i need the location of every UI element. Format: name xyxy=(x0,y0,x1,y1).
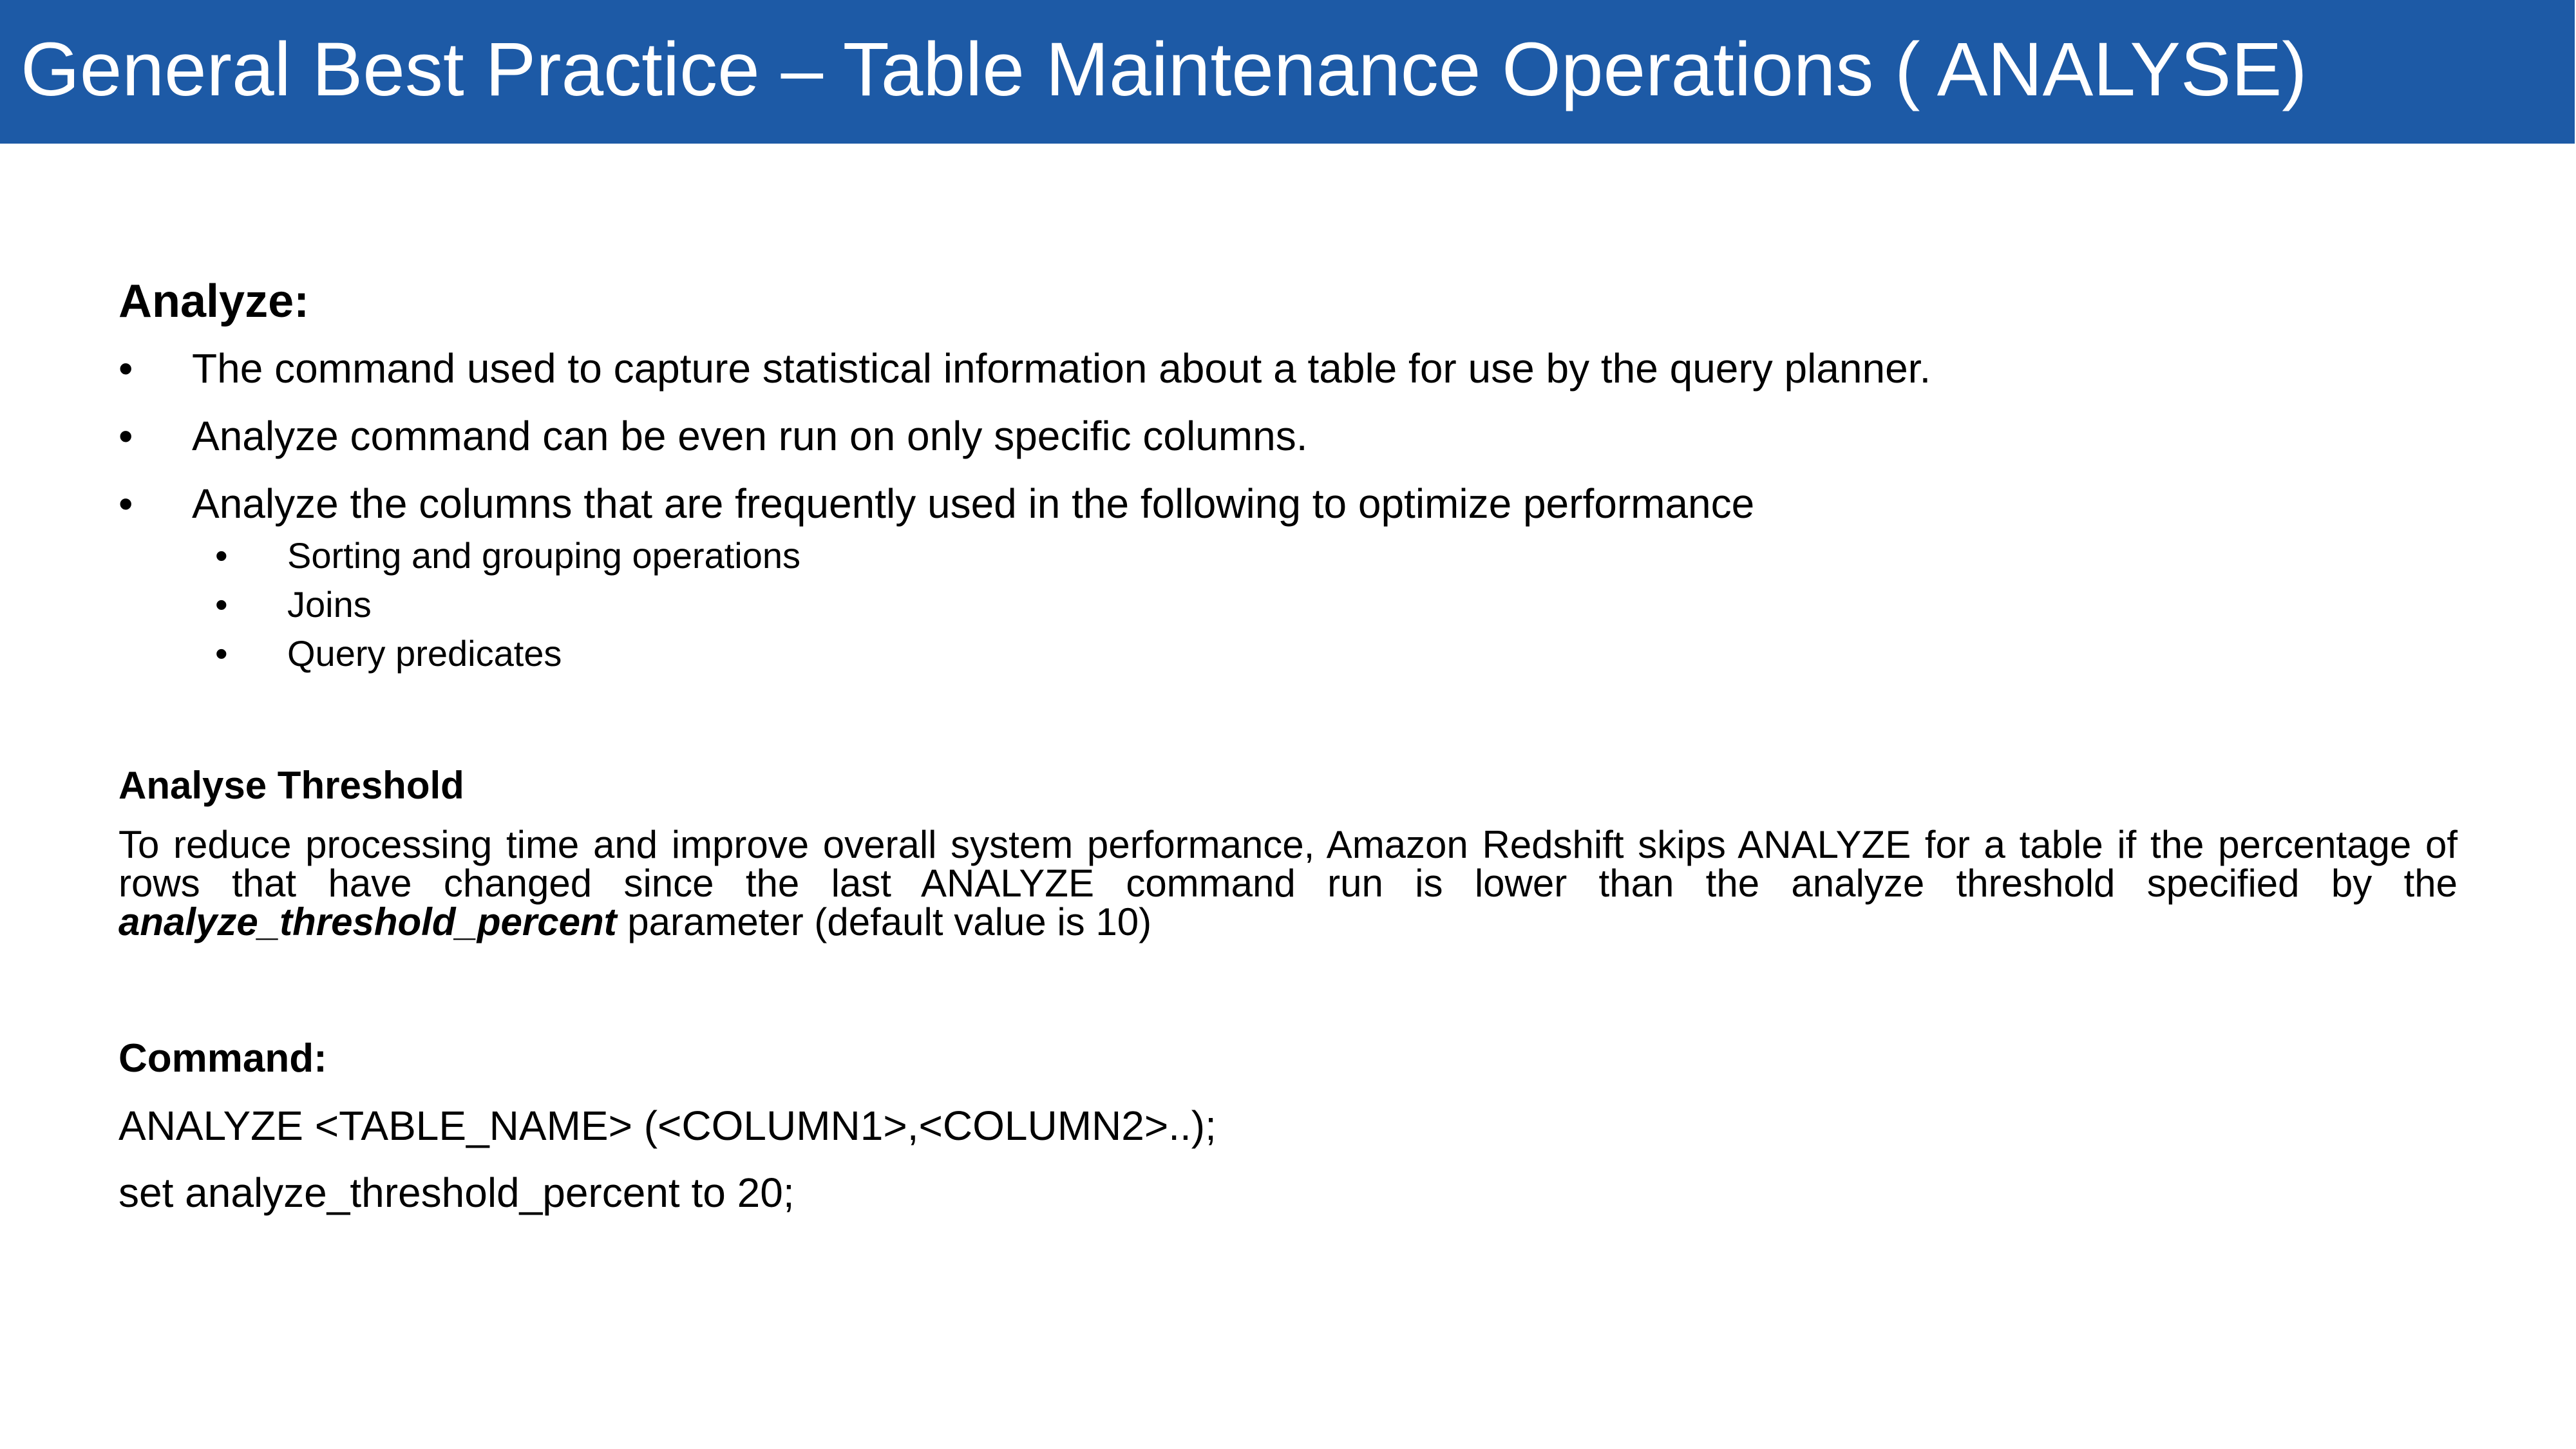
slide-title: General Best Practice – Table Maintenance Operations ( ANALYSE) xyxy=(21,27,2307,112)
threshold-text-before: To reduce processing time and improve overall system performance, Amazon Redshift skips ANALYZE for a table if the percentage of rows that have changed since the last ANALYZE command run is lower than the analyze threshold specified by the xyxy=(118,823,2458,905)
threshold-parameter-name: analyze_threshold_percent xyxy=(118,900,617,943)
bullet-text: The command used to capture statistical information about a table for use by the query planner. xyxy=(192,345,1931,392)
bullet-text: Analyze command can be even run on only specific columns. xyxy=(192,413,1308,459)
title-bar xyxy=(0,0,2575,144)
sub-bullet-item xyxy=(215,629,800,678)
bullet-icon: • xyxy=(215,535,228,576)
threshold-heading: Analyse Threshold xyxy=(118,764,464,807)
command-line-set-threshold: set analyze_threshold_percent to 20; xyxy=(118,1170,795,1216)
sub-bullet-text: Query predicates xyxy=(287,633,562,674)
bullet-item xyxy=(118,475,1931,532)
sub-bullet-item xyxy=(215,580,800,629)
bullet-item xyxy=(118,408,1931,464)
bullet-icon: • xyxy=(118,413,133,459)
bullet-icon: • xyxy=(118,480,133,527)
command-heading: Command: xyxy=(118,1036,327,1081)
bullet-icon: • xyxy=(215,584,228,625)
analyze-sub-bullet-list xyxy=(215,531,800,678)
analyze-bullet-list xyxy=(118,340,1931,543)
threshold-text-after: parameter (default value is 10) xyxy=(616,900,1152,943)
bullet-text: Analyze the columns that are frequently used in the following to optimize performance xyxy=(192,480,1755,527)
analyze-heading: Analyze: xyxy=(118,276,310,327)
bullet-item xyxy=(118,340,1931,397)
bullet-icon: • xyxy=(118,345,133,392)
threshold-paragraph xyxy=(118,823,2458,943)
sub-bullet-item xyxy=(215,531,800,580)
sub-bullet-text: Sorting and grouping operations xyxy=(287,535,801,576)
command-line-analyze: ANALYZE <TABLE_NAME> (<COLUMN1>,<COLUMN2>..); xyxy=(118,1103,1217,1149)
bullet-icon: • xyxy=(215,633,228,674)
sub-bullet-text: Joins xyxy=(287,584,372,625)
